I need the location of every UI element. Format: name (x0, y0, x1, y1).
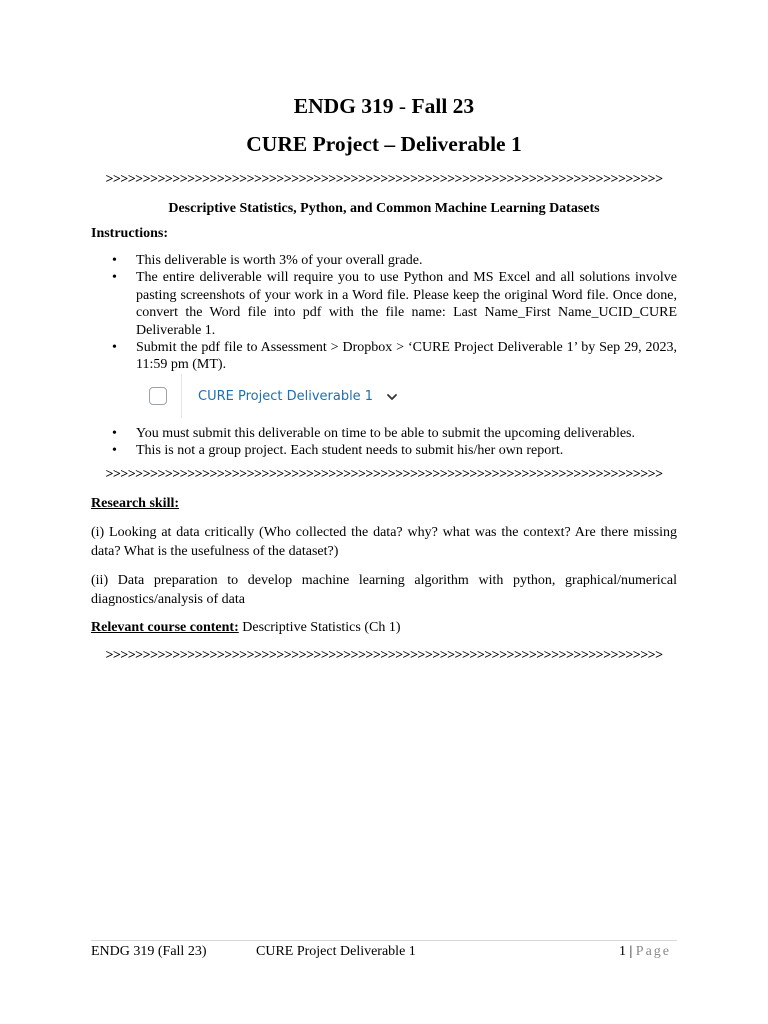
footer-rule (91, 940, 677, 941)
document-page (91, 0, 677, 1024)
instructions-heading: Instructions: (91, 226, 169, 241)
list-item: • You must submit this deliverable on time to be able to submit the upcoming deliverables. (91, 425, 677, 442)
title-dash: - (398, 94, 407, 118)
chip-divider (181, 374, 182, 418)
relevant-course-content (91, 620, 401, 636)
instructions-list-bottom (91, 425, 677, 460)
chevron-down-icon[interactable] (385, 389, 399, 403)
page-separator: | (625, 944, 636, 959)
deliverable-subtitle: Descriptive Statistics, Python, and Common Machine Learning Datasets (168, 201, 600, 216)
footer-page (619, 944, 671, 960)
research-point-1: (i) Looking at data critically (Who collected the data? why? what was the context? Are there missing data? What is the usefulness of the dataset?) (91, 525, 677, 559)
divider-arrows-2: >>>>>>>>>>>>>>>>>>>>>>>>>>>>>>>>>>>>>>>>>>>>>>>>>>>>>>>>>>>>>>>>>>>>>>>>>>> (105, 467, 663, 482)
research-point-2: (ii) Data preparation to develop machine learning algorithm with python, graphical/numerical diagnostics/analysis of data (91, 573, 677, 607)
relevant-label: Relevant course content: (91, 620, 239, 635)
research-skill-heading: Research skill: (91, 496, 180, 511)
dropbox-folder-link[interactable]: CURE Project Deliverable 1 (198, 388, 374, 404)
list-item: • This is not a group project. Each student needs to submit his/her own report. (91, 442, 677, 459)
list-item: • The entire deliverable will require you to use Python and MS Excel and all solutions involve pasting screenshots of your work in a Word file. Please keep the original Word file. Once done, convert the Word file into pdf with the file name: Last Name_First Name_UCID_CURE Deliverable 1. (91, 269, 677, 339)
list-item: • This deliverable is worth 3% of your overall grade. (91, 252, 677, 269)
relevant-value: Descriptive Statistics (Ch 1) (238, 620, 401, 635)
footer-course: ENDG 319 (Fall 23) (91, 944, 207, 959)
divider-arrows-3: >>>>>>>>>>>>>>>>>>>>>>>>>>>>>>>>>>>>>>>>>>>>>>>>>>>>>>>>>>>>>>>>>>>>>>>>>>> (105, 648, 663, 663)
checkbox-icon[interactable] (149, 387, 167, 405)
dropbox-folder-item[interactable] (143, 374, 403, 418)
deliverable-title: CURE Project – Deliverable 1 (246, 132, 522, 156)
footer-title: CURE Project Deliverable 1 (256, 944, 416, 959)
divider-arrows-1: >>>>>>>>>>>>>>>>>>>>>>>>>>>>>>>>>>>>>>>>>>>>>>>>>>>>>>>>>>>>>>>>>>>>>>>>>>> (105, 172, 663, 187)
course-title (91, 94, 677, 119)
course-code: ENDG 319 (293, 94, 394, 118)
list-item: • Submit the pdf file to Assessment > Dropbox > ‘CURE Project Deliverable 1’ by Sep 29, 2023, 11:59 pm (MT). (91, 339, 677, 374)
course-term: Fall 23 (411, 94, 475, 118)
page-number: 1 (618, 944, 626, 959)
instructions-list-top (91, 252, 677, 374)
page-word: Page (635, 944, 671, 959)
